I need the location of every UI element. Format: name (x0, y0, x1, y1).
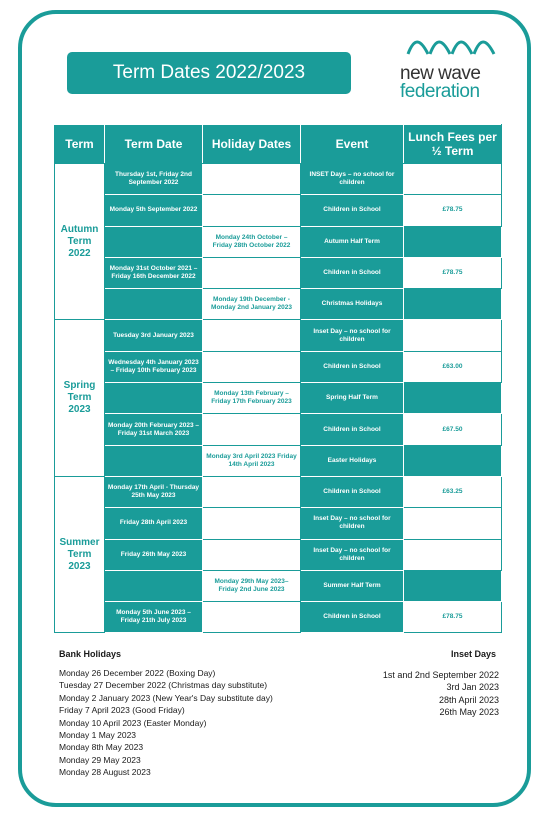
holiday-dates-cell (203, 414, 301, 445)
lunch-fee-cell: £78.75 (404, 257, 502, 288)
inset-days-title: Inset Days (450, 649, 496, 659)
lunch-fee-cell (404, 226, 502, 257)
event-cell: Children in School (301, 195, 404, 226)
holiday-dates-cell (203, 320, 301, 351)
event-cell: Spring Half Term (301, 383, 404, 414)
wave-logo-icon (406, 40, 502, 58)
term-date-cell: Monday 17th April - Thursday 25th May 2023 (105, 476, 203, 507)
table-row (55, 226, 502, 257)
holiday-dates-cell (203, 164, 301, 195)
table-row (55, 383, 502, 414)
bank-holidays-list (59, 667, 273, 779)
term-date-cell: Thursday 1st, Friday 2nd September 2022 (105, 164, 203, 195)
list-item: Tuesday 27 December 2022 (Christmas day substitute) (59, 680, 268, 691)
holiday-dates-cell: Monday 19th December - Monday 2nd January 2023 (203, 289, 301, 320)
term-date-cell (105, 383, 203, 414)
list-item: Monday 10 April 2023 (Easter Monday) (59, 717, 207, 728)
holiday-dates-cell: Monday 13th February – Friday 17th February 2023 (203, 383, 301, 414)
logo-text-line1: new wave (400, 63, 481, 84)
event-cell: Inset Day – no school for children (301, 320, 404, 351)
bank-holidays-title: Bank Holidays (59, 649, 122, 659)
event-cell: Easter Holidays (301, 445, 404, 476)
term-date-cell: Friday 26th May 2023 (105, 539, 203, 570)
term-date-cell (105, 570, 203, 601)
list-item: Monday 8th May 2023 (59, 742, 144, 753)
inset-days-list (383, 669, 499, 719)
table-row (55, 289, 502, 320)
list-item: Monday 2 January 2023 (New Year's Day substitute day) (59, 692, 273, 703)
page-title: Term Dates 2022/2023 (67, 52, 351, 94)
header-event: Event (301, 125, 404, 164)
table-row (55, 602, 502, 633)
table-row (55, 508, 502, 539)
holiday-dates-cell (203, 539, 301, 570)
event-cell: Children in School (301, 476, 404, 507)
holiday-dates-cell: Monday 29th May 2023– Friday 2nd June 2023 (203, 570, 301, 601)
lunch-fee-cell (404, 570, 502, 601)
term-date-cell: Monday 20th February 2023 – Friday 31st March 2023 (105, 414, 203, 445)
term-date-cell: Tuesday 3rd January 2023 (105, 320, 203, 351)
list-item: Friday 7 April 2023 (Good Friday) (59, 705, 185, 716)
holiday-dates-cell (203, 257, 301, 288)
table-row (55, 570, 502, 601)
event-cell: Autumn Half Term (301, 226, 404, 257)
lunch-fee-cell (404, 539, 502, 570)
term-date-cell (105, 445, 203, 476)
table-row (55, 414, 502, 445)
list-item: Monday 1 May 2023 (59, 730, 137, 741)
list-item: 1st and 2nd September 2022 (382, 670, 499, 680)
table-row (55, 539, 502, 570)
table-row (55, 351, 502, 382)
event-cell: Inset Day – no school for children (301, 539, 404, 570)
list-item: Monday 26 December 2022 (Boxing Day) (59, 668, 216, 678)
term-date-cell: Wednesday 4th January 2023 – Friday 10th February 2023 (105, 351, 203, 382)
logo-text-line2: federation (400, 81, 480, 102)
lunch-fee-cell: £78.75 (404, 602, 502, 633)
holiday-dates-cell: Monday 24th October – Friday 28th October 2022 (203, 226, 301, 257)
table-row (55, 195, 502, 226)
term-dates-table (54, 124, 502, 633)
lunch-fee-cell: £63.00 (404, 351, 502, 382)
holiday-dates-cell (203, 476, 301, 507)
lunch-fee-cell (404, 508, 502, 539)
table-row (55, 476, 502, 507)
header-term: Term (55, 125, 105, 164)
lunch-fee-cell (404, 383, 502, 414)
lunch-fee-cell (404, 164, 502, 195)
lunch-fee-cell: £78.75 (404, 195, 502, 226)
lunch-fee-cell (404, 320, 502, 351)
lunch-fee-cell: £63.25 (404, 476, 502, 507)
list-item: Monday 28 August 2023 (59, 767, 151, 778)
event-cell: Children in School (301, 414, 404, 445)
holiday-dates-cell: Monday 3rd April 2023 Friday 14th April 2023 (203, 445, 301, 476)
table-row (55, 320, 502, 351)
term-name-cell: Spring Term 2023 (55, 320, 105, 476)
event-cell: Inset Day – no school for children (301, 508, 404, 539)
lunch-fee-cell (404, 289, 502, 320)
header-term-date: Term Date (105, 125, 203, 164)
list-item: Monday 29 May 2023 (59, 754, 141, 765)
event-cell: Summer Half Term (301, 570, 404, 601)
lunch-fee-cell (404, 445, 502, 476)
lunch-fee-cell: £67.50 (404, 414, 502, 445)
term-name-cell: Autumn Term 2022 (55, 164, 105, 320)
term-date-cell: Friday 28th April 2023 (105, 508, 203, 539)
term-name-cell: Summer Term 2023 (55, 476, 105, 632)
table-row (55, 445, 502, 476)
table-header-row (55, 125, 502, 164)
holiday-dates-cell (203, 508, 301, 539)
table-row (55, 164, 502, 195)
holiday-dates-cell (203, 602, 301, 633)
holiday-dates-cell (203, 195, 301, 226)
list-item: 28th April 2023 (438, 694, 499, 705)
header-holiday-dates: Holiday Dates (203, 125, 301, 164)
event-cell: Children in School (301, 257, 404, 288)
holiday-dates-cell (203, 351, 301, 382)
list-item: 3rd Jan 2023 (446, 682, 499, 693)
event-cell: Children in School (301, 351, 404, 382)
term-date-cell (105, 289, 203, 320)
header-lunch-fees: Lunch Fees per ½ Term (404, 125, 502, 164)
event-cell: Children in School (301, 602, 404, 633)
table-row (55, 257, 502, 288)
term-date-cell (105, 226, 203, 257)
logo (400, 40, 510, 106)
event-cell: Christmas Holidays (301, 289, 404, 320)
term-date-cell: Monday 5th September 2022 (105, 195, 203, 226)
term-date-cell: Monday 31st October 2021 – Friday 16th December 2022 (105, 257, 203, 288)
list-item: 26th May 2023 (439, 707, 499, 718)
term-date-cell: Monday 5th June 2023 – Friday 21th July 2023 (105, 602, 203, 633)
event-cell: INSET Days – no school for children (301, 164, 404, 195)
